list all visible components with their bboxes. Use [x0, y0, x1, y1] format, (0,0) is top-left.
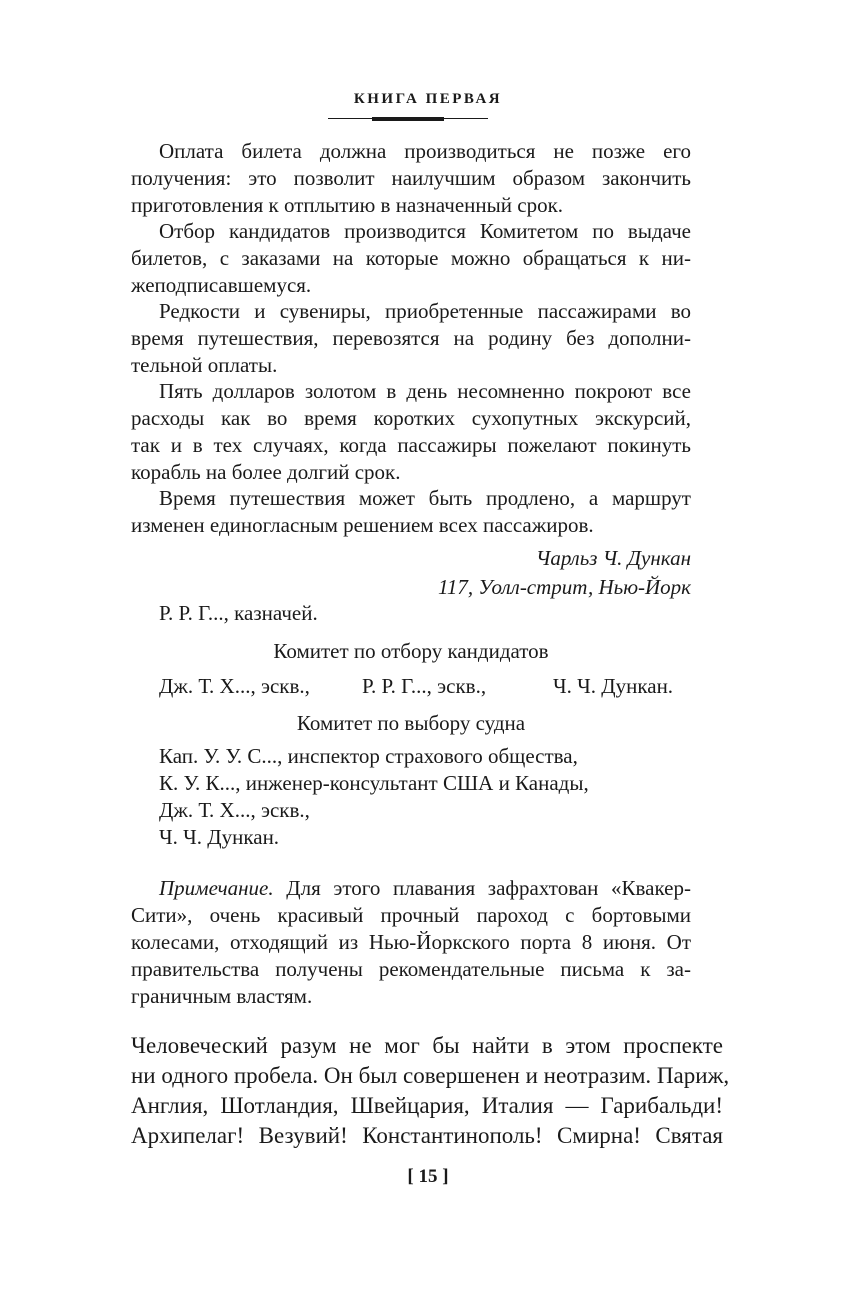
committee-ship-member: К. У. К..., инженер-консультант США и Канады,: [159, 771, 589, 795]
text-line: колесами, отходящий из Нью-Йоркского порта 8 июня. От: [131, 930, 691, 954]
text-line: Редкости и сувениры, приобретенные пассажирами во: [159, 299, 691, 323]
text-line: жеподписавшемуся.: [131, 273, 312, 297]
prospectus-paragraph-1: [131, 138, 691, 219]
note-label: Примечание.: [159, 876, 274, 900]
text-line: правительства получены рекомендательные письма к за-: [131, 957, 691, 981]
committee-candidates-member: Дж. Т. Х..., эскв.,: [159, 674, 310, 698]
text-line: ни одного пробела. Он был совершенен и неотразим. Париж,: [131, 1063, 730, 1088]
header-rule-ornament: [372, 117, 444, 121]
text-line: билетов, с заказами на которые можно обращаться к ни-: [131, 246, 691, 270]
text-line: так и в тех случаях, когда пассажиры пожелают покинуть: [131, 433, 691, 457]
text-line: расходы как во время коротких сухопутных экскурсий,: [131, 406, 691, 430]
text-line: Архипелаг! Везувий! Константинополь! Смирна! Святая: [131, 1123, 723, 1148]
committee-ship-member: Дж. Т. Х..., эскв.,: [159, 798, 310, 822]
committee-ship-member: Ч. Ч. Дункан.: [159, 825, 280, 849]
body-paragraph: [131, 1031, 730, 1151]
text-line: время путешествия, перевозятся на родину без дополни-: [131, 326, 691, 350]
text-line: граничным властям.: [131, 984, 313, 1008]
text-line: корабль на более долгий срок.: [131, 460, 401, 484]
signature-name: Чарльз Ч. Дункан: [535, 546, 691, 570]
text-line: получения: это позволит наилучшим образом закончить: [131, 166, 691, 190]
committee-candidates-member: Ч. Ч. Дункан.: [553, 674, 674, 698]
text-line: Сити», очень красивый прочный пароход с бортовыми: [131, 903, 691, 927]
text-line: изменен единогласным решением всех пассажиров.: [131, 513, 594, 537]
committee-candidates-member: Р. Р. Г..., эскв.,: [362, 674, 487, 698]
text-line: тельной оплаты.: [131, 353, 278, 377]
text-line: приготовления к отплытию в назначенный срок.: [131, 193, 564, 217]
text-line: Пять долларов золотом в день несомненно покроют все: [159, 379, 691, 403]
text-line: Время путешествия может быть продлено, а маршрут: [159, 486, 691, 510]
text-line: Отбор кандидатов производится Комитетом по выдаче: [159, 219, 691, 243]
text-line: Англия, Шотландия, Швейцария, Италия — Гарибальди!: [131, 1093, 723, 1118]
text-line: Для этого плавания зафрахтован «Квакер-: [273, 876, 691, 900]
prospectus-paragraph-2: [131, 218, 691, 299]
prospectus-paragraph-5: [131, 485, 691, 539]
committee-candidates-title: Комитет по отбору кандидатов: [273, 639, 549, 663]
signature-address: 117, Уолл-стрит, Нью-Йорк: [437, 575, 691, 599]
committee-ship-member: Кап. У. У. С..., инспектор страхового общества,: [159, 744, 578, 768]
committee-ship-title: Комитет по выбору судна: [296, 711, 526, 735]
prospectus-paragraph-4: [131, 378, 691, 486]
note-paragraph: [131, 875, 691, 1010]
text-line: Человеческий разум не мог бы найти в этом проспекте: [131, 1033, 723, 1058]
text-line: Оплата билета должна производиться не позже его: [159, 139, 691, 163]
running-title: КНИГА ПЕРВАЯ: [353, 91, 503, 107]
treasurer-line: Р. Р. Г..., казначей.: [159, 601, 318, 625]
prospectus-paragraph-3: [131, 298, 691, 379]
page-number: [ 15 ]: [407, 1166, 449, 1187]
